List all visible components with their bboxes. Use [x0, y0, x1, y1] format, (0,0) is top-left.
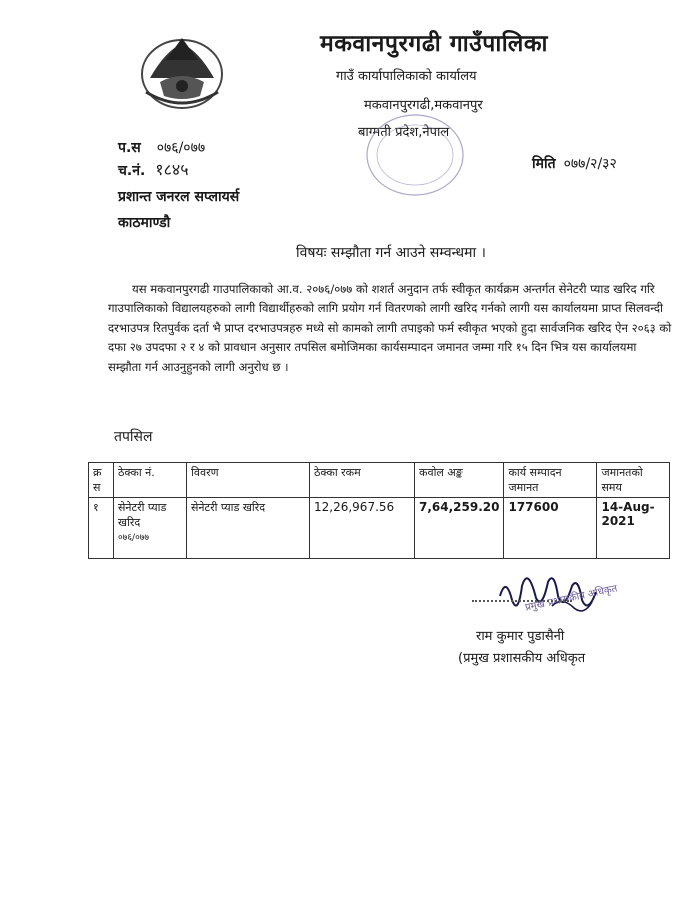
cell-description: सेनेटरी प्याड खरिद	[187, 498, 310, 559]
table-header-bid-amount: कवोल अङ्क	[415, 463, 504, 498]
subject-line: विषयः सम्झौता गर्न आउने सम्वन्धमा ।	[296, 245, 486, 261]
table-header-contract-no: ठेक्का नं.	[114, 463, 187, 498]
table-header-guarantee: कार्य सम्पादन जमानत	[504, 463, 597, 498]
date-value: ०७७/२/३२	[563, 156, 617, 172]
ps-label: प.स	[118, 140, 141, 156]
table-header-period: जमानतको समय	[597, 463, 670, 498]
org-name: मकवानपुरगढी गाउँपालिका	[320, 31, 548, 57]
cell-period: 14-Aug-2021	[597, 498, 670, 559]
table-header-row	[89, 463, 670, 498]
contract-year: ०७६/०७७	[118, 533, 150, 543]
signature-line	[472, 600, 572, 602]
cell-bid-amount: 7,64,259.20	[415, 498, 504, 559]
cell-contract-amount: 12,26,967.56	[310, 498, 415, 559]
table-row	[89, 498, 670, 559]
letter-date	[532, 154, 617, 173]
letter-body	[108, 280, 672, 377]
nepal-emblem	[136, 30, 228, 112]
signer-name: राम कुमार पुडासैनी	[476, 629, 565, 644]
date-label: मिति	[532, 156, 556, 172]
reference-cn	[118, 158, 189, 180]
cn-label: च.नं.	[118, 163, 146, 179]
officer-stamp: प्रमुख प्रशासकीय अधिकृत	[524, 583, 619, 614]
ps-value: ०७६/०७७	[156, 140, 206, 156]
signer-title: (प्रमुख प्रशासकीय अधिकृत	[458, 651, 586, 666]
contract-no-text: सेनेटरी प्याड खरिद	[118, 501, 167, 529]
contract-table	[88, 462, 670, 559]
cell-guarantee: 177600	[504, 498, 597, 559]
body-paragraph: यस मकवानपुरगढी गाउपालिकाको आ.व. २०७६/०७७ को शशर्त अनुदान तर्फ स्वीकृत कार्यक्रम अन्तर्गत सेनेटरी प्याड खरिद गरि गाउपालिकाको विद्यालयहरुको लागी विद्यार्थीहरुको लागि प्रयोग गर्न वितरणको लागी खरिद गर्नको लागी यस कार्यालयमा प्राप्त सिलवन्दी दरभाउपत्र रितपुर्वक दर्ता भै प्राप्त दरभाउपत्रहरु मध्ये सो कामको लागी तपाइको फर्म स्वीकृत भएको हुदा सार्वजनिक खरिद ऐन २०६३ को दफा २७ उपदफा २ र ४ को प्रावधान अनुसार तपसिल बमोजिमका कार्यसम्पादन जमानत जम्मा गरि १५ दिन भित्र यस कार्यालयमा सम्झौता गर्न आउनुहुनको लागी अनुरोध छ ।	[108, 282, 672, 374]
office-seal-stamp	[340, 100, 490, 210]
recipient-city: काठमाण्डौ	[118, 215, 171, 231]
address-line-1: मकवानपुरगढी,मकवानपुर	[364, 98, 483, 113]
table-header-contract-amount: ठेक्का रकम	[310, 463, 415, 498]
office-name: गाउँ कार्यापालिकाको कार्यालय	[336, 69, 477, 84]
recipient-name: प्रशान्त जनरल सप्लायर्स	[118, 189, 240, 205]
table-header-description: विवरण	[187, 463, 310, 498]
cell-contract-no	[114, 498, 187, 559]
cn-value: १८४५	[155, 160, 189, 179]
reference-ps	[118, 138, 205, 157]
table-header-sn: क्र स	[89, 463, 114, 498]
cell-sn: १	[89, 498, 114, 559]
address-line-2: बाग्मती प्रदेश,नेपाल	[358, 125, 450, 140]
tapsil-heading: तपसिल	[114, 429, 153, 445]
